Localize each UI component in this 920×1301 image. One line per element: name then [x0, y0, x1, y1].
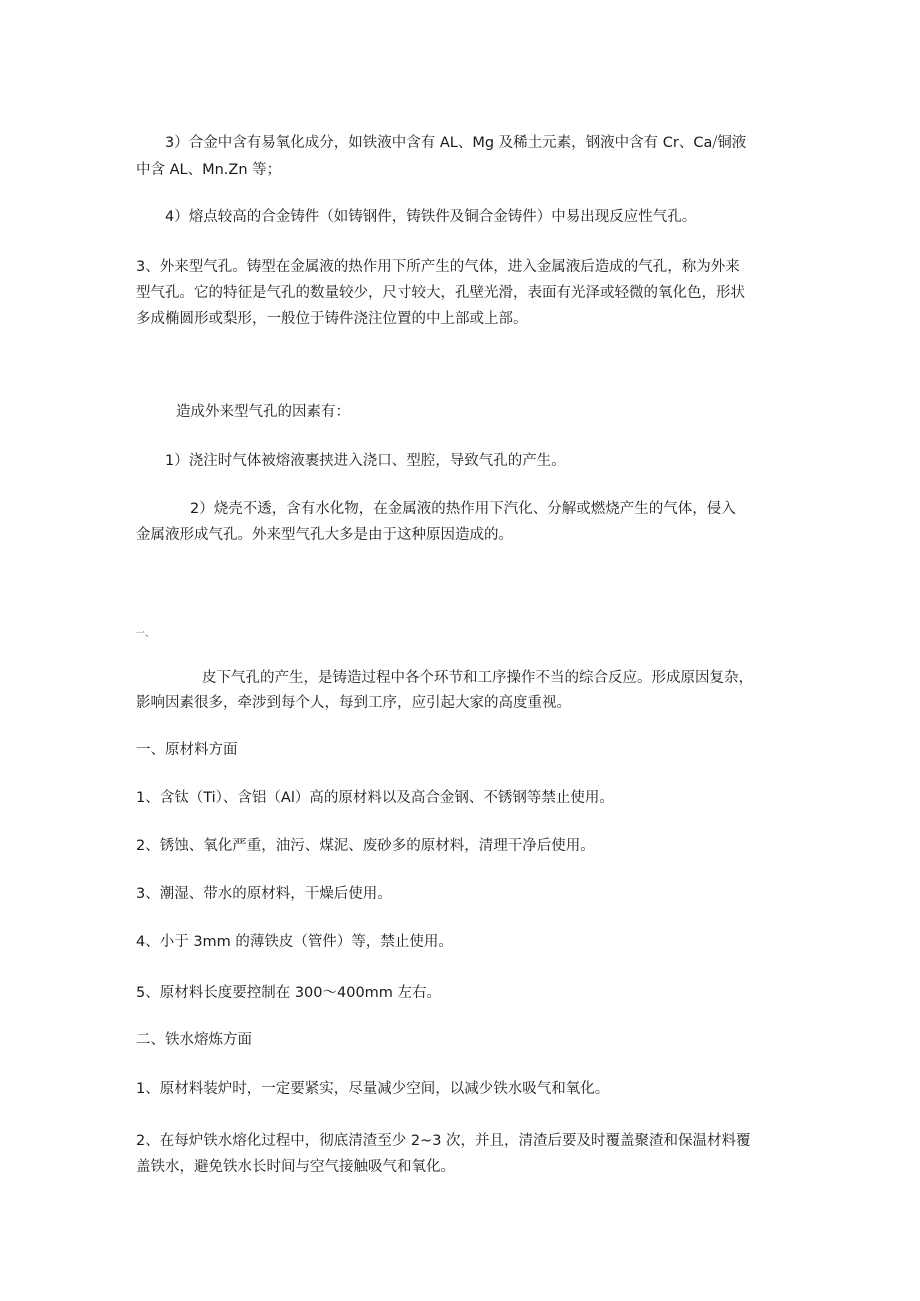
- section-marker: 一、: [136, 629, 155, 639]
- list-item: 2、在每炉铁水熔化过程中，彻底清渣至少 2~3 次，并且，清渣后要及时覆盖聚渣和保温材料覆: [136, 1133, 751, 1149]
- section-heading: 一、原材料方面: [136, 742, 238, 758]
- paragraph-line: 1）浇注时气体被熔液裹挟进入浇口、型腔，导致气孔的产生。: [165, 453, 566, 469]
- paragraph-line: 影响因素很多，牵涉到每个人，每到工序，应引起大家的高度重视。: [136, 695, 571, 711]
- list-item: 1、原材料装炉时，一定要紧实，尽量减少空间，以减少铁水吸气和氧化。: [136, 1081, 610, 1097]
- list-item: 2、锈蚀、氧化严重，油污、煤泥、废砂多的原材料，清理干净后使用。: [136, 838, 595, 854]
- paragraph-line: 3、外来型气孔。铸型在金属液的热作用下所产生的气体，进入金属液后造成的气孔，称为外来: [136, 259, 740, 275]
- paragraph-line: 造成外来型气孔的因素有：: [176, 404, 350, 420]
- paragraph-line: 中含 AL、Mn.Zn 等；: [136, 162, 282, 178]
- list-item: 5、原材料长度要控制在 300～400mm 左右。: [136, 985, 442, 1001]
- list-item: 4、小于 3mm 的薄铁皮（管件）等，禁止使用。: [136, 934, 453, 950]
- paragraph-line: 金属液形成气孔。外来型气孔大多是由于这种原因造成的。: [136, 527, 513, 543]
- paragraph-line: 皮下气孔的产生，是铸造过程中各个环节和工序操作不当的综合反应。形成原因复杂，: [202, 670, 753, 686]
- paragraph-line: 2）烧壳不透，含有水化物，在金属液的热作用下汽化、分解或燃烧产生的气体，侵入: [190, 501, 736, 517]
- list-item: 3、潮湿、带水的原材料，干燥后使用。: [136, 886, 392, 902]
- paragraph-line: 多成椭圆形或梨形，一般位于铸件浇注位置的中上部或上部。: [136, 311, 528, 327]
- list-item: 盖铁水，避免铁水长时间与空气接触吸气和氧化。: [136, 1159, 455, 1175]
- paragraph-line: 3）合金中含有易氧化成分，如铁液中含有 AL、Mg 及稀土元素，钢液中含有 Cr、Ca⧸铜液: [165, 135, 747, 151]
- paragraph-line: 4）熔点较高的合金铸件（如铸钢件，铸铁件及铜合金铸件）中易出现反应性气孔。: [165, 209, 697, 225]
- paragraph-line: 型气孔。它的特征是气孔的数量较少，尺寸较大，孔壁光滑，表面有光泽或轻微的氧化色，形状: [136, 285, 745, 301]
- list-item: 1、含钛（Ti）、含铝（Al）高的原材料以及高合金钢、不锈钢等禁止使用。: [136, 790, 614, 806]
- section-heading: 二、铁水熔炼方面: [136, 1032, 252, 1048]
